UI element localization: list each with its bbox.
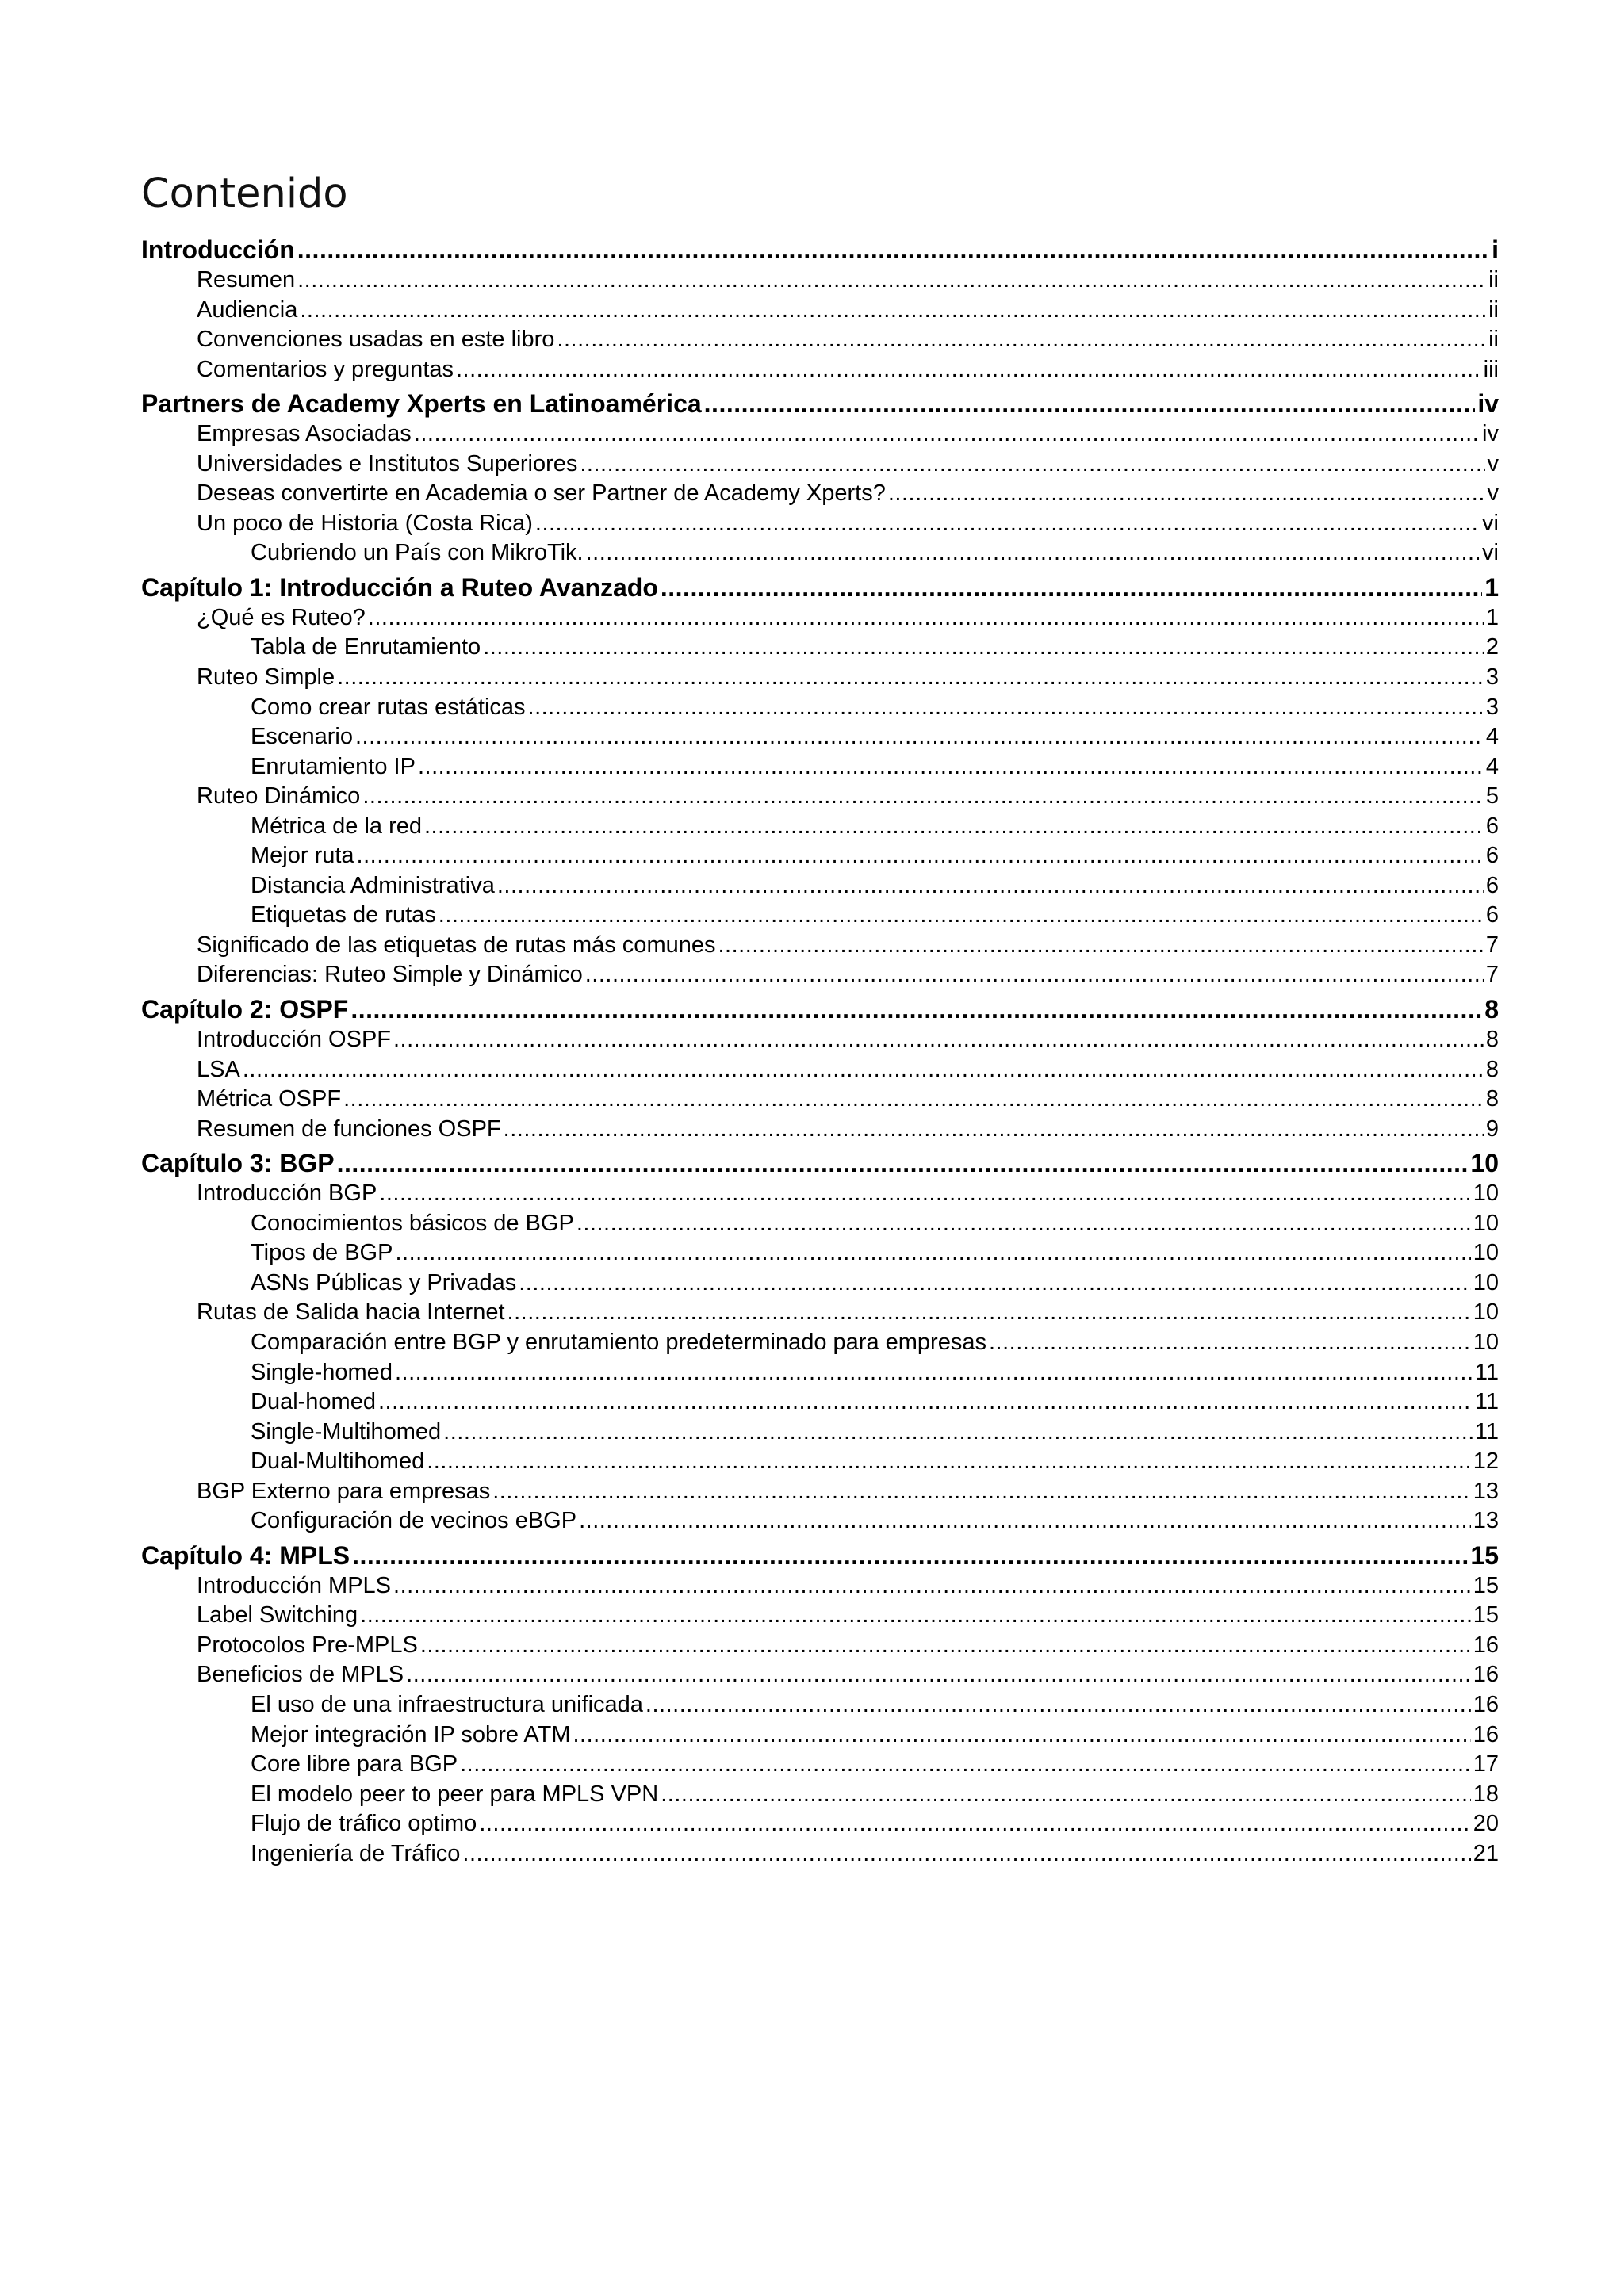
toc-page-number: 13	[1473, 1508, 1499, 1534]
toc-entry-label: Significado de las etiquetas de rutas más comunes	[197, 932, 716, 958]
toc-page-number: 10	[1473, 1240, 1499, 1266]
toc-entry-label: Resumen de funciones OSPF	[197, 1115, 501, 1142]
toc-page-number: 13	[1473, 1478, 1499, 1504]
toc-subsection-entry[interactable]	[141, 1209, 1499, 1239]
toc-entry-label: Introducción OSPF	[197, 1027, 391, 1053]
toc-subsection-entry[interactable]	[141, 1447, 1499, 1477]
toc-page-number: 9	[1485, 1115, 1499, 1142]
dot-leader	[393, 1571, 1471, 1601]
toc-page-number: 16	[1473, 1691, 1499, 1717]
toc-subsection-entry[interactable]	[141, 1780, 1499, 1810]
dot-leader	[557, 325, 1486, 355]
toc-subsection-entry[interactable]	[141, 1720, 1499, 1751]
toc-page-number: 10	[1473, 1181, 1499, 1207]
toc-page-number: 15	[1470, 1540, 1499, 1570]
toc-entry-label: BGP Externo para empresas	[197, 1478, 491, 1504]
toc-entry-label: Introducción BGP	[197, 1181, 377, 1207]
toc-entry-label: Comparación entre BGP y enrutamiento predeterminado para empresas	[251, 1329, 986, 1355]
toc-section-entry[interactable]	[141, 325, 1499, 355]
toc-page-number: 3	[1485, 664, 1499, 691]
toc-page-number: 16	[1473, 1721, 1499, 1747]
toc-page-number: 7	[1485, 962, 1499, 988]
toc-entry-label: Cubriendo un País con MikroTik.	[251, 540, 584, 566]
toc-entry-label: Distancia Administrativa	[251, 872, 495, 898]
dot-leader	[580, 450, 1484, 480]
toc-page-number: iv	[1477, 389, 1499, 419]
dot-leader	[414, 419, 1480, 450]
dot-leader	[535, 509, 1480, 539]
toc-section-entry[interactable]	[141, 1298, 1499, 1328]
toc-section-entry[interactable]	[141, 1179, 1499, 1209]
toc-entry-label: Un poco de Historia (Costa Rica)	[197, 510, 533, 536]
toc-entry-label: Single-homed	[251, 1359, 393, 1385]
toc-entry-label: Métrica de la red	[251, 813, 422, 839]
dot-leader	[368, 603, 1484, 633]
toc-entry-label: Single-Multihomed	[251, 1418, 442, 1445]
toc-chapter-entry[interactable]	[141, 1540, 1499, 1571]
toc-chapter-entry[interactable]	[141, 234, 1499, 266]
toc-entry-label: Capítulo 1: Introducción a Ruteo Avanzado	[141, 572, 658, 602]
dot-leader	[418, 752, 1484, 783]
dot-leader	[573, 1720, 1471, 1751]
toc-entry-label: Ruteo Simple	[197, 664, 335, 691]
toc-entry-label: Diferencias: Ruteo Simple y Dinámico	[197, 962, 583, 988]
toc-entry-label: Rutas de Salida hacia Internet	[197, 1299, 505, 1326]
toc-subsection-entry[interactable]	[141, 722, 1499, 752]
dot-leader	[406, 1660, 1471, 1690]
dot-leader	[576, 1209, 1471, 1239]
toc-section-entry[interactable]	[141, 509, 1499, 539]
toc-entry-label: Core libre para BGP	[251, 1751, 458, 1777]
toc-subsection-entry[interactable]	[141, 752, 1499, 783]
toc-entry-label: Deseas convertirte en Academia o ser Partner de Academy Xperts?	[197, 480, 886, 507]
toc-page-number: 4	[1485, 724, 1499, 750]
toc-entry-label: Como crear rutas estáticas	[251, 694, 526, 720]
toc-entry-label: Label Switching	[197, 1602, 358, 1628]
toc-section-entry[interactable]	[141, 1601, 1499, 1631]
toc-subsection-entry[interactable]	[141, 538, 1499, 568]
toc-section-entry[interactable]	[141, 931, 1499, 961]
toc-subsection-entry[interactable]	[141, 1690, 1499, 1720]
toc-entry-label: El modelo peer to peer para MPLS VPN	[251, 1781, 659, 1807]
toc-subsection-entry[interactable]	[141, 901, 1499, 931]
toc-page-number: iv	[1482, 421, 1499, 447]
toc-entry-label: Métrica OSPF	[197, 1086, 342, 1112]
toc-section-entry[interactable]	[141, 1085, 1499, 1115]
dot-leader	[360, 1601, 1471, 1631]
toc-entry-label: Ruteo Dinámico	[197, 783, 361, 809]
dot-leader	[579, 1506, 1471, 1536]
toc-subsection-entry[interactable]	[141, 1328, 1499, 1358]
dot-leader	[528, 693, 1484, 723]
toc-section-entry[interactable]	[141, 782, 1499, 812]
dot-leader	[645, 1690, 1471, 1720]
toc-page-number: 6	[1485, 843, 1499, 869]
toc-page-number: 6	[1485, 902, 1499, 928]
toc-section-entry[interactable]	[141, 1631, 1499, 1661]
dot-leader	[357, 841, 1484, 871]
toc-entry-label: Mejor integración IP sobre ATM	[251, 1721, 571, 1747]
toc-page-number: 2	[1485, 634, 1499, 660]
toc-entry-label: Etiquetas de rutas	[251, 902, 436, 928]
dot-leader	[462, 1839, 1470, 1869]
toc-subsection-entry[interactable]	[141, 841, 1499, 871]
toc-entry-label: Audiencia	[197, 297, 298, 323]
dot-leader	[661, 1780, 1471, 1810]
dot-leader	[439, 901, 1484, 931]
dot-leader	[395, 1358, 1473, 1388]
toc-page-number: 10	[1473, 1269, 1499, 1295]
toc-page-number: 16	[1473, 1662, 1499, 1688]
toc-subsection-entry[interactable]	[141, 1238, 1499, 1269]
toc-page-number: i	[1492, 235, 1499, 264]
toc-entry-label: Tipos de BGP	[251, 1240, 393, 1266]
dot-leader	[479, 1809, 1470, 1839]
toc-entry-label: ASNs Públicas y Privadas	[251, 1269, 517, 1295]
toc-entry-label: Conocimientos básicos de BGP	[251, 1210, 574, 1236]
toc-page-number: v	[1487, 480, 1499, 507]
dot-leader	[483, 633, 1484, 663]
dot-leader	[508, 1298, 1471, 1328]
toc-entry-label: Partners de Academy Xperts en Latinoamérica	[141, 389, 702, 419]
dot-leader	[393, 1025, 1484, 1055]
toc-subsection-entry[interactable]	[141, 1358, 1499, 1388]
toc-page-number: 1	[1484, 572, 1499, 602]
dot-leader	[704, 388, 1476, 419]
toc-entry-label: Flujo de tráfico optimo	[251, 1811, 477, 1837]
toc-entry-label: Capítulo 2: OSPF	[141, 995, 349, 1024]
toc-entry-label: Empresas Asociadas	[197, 421, 412, 447]
toc-page-number: 21	[1473, 1840, 1499, 1866]
toc-section-entry[interactable]	[141, 663, 1499, 693]
toc-entry-label: LSA	[197, 1056, 240, 1082]
dot-leader	[343, 1085, 1484, 1115]
toc-entry-label: Capítulo 4: MPLS	[141, 1540, 350, 1570]
toc-subsection-entry[interactable]	[141, 693, 1499, 723]
dot-leader	[243, 1055, 1484, 1085]
toc-subsection-entry[interactable]	[141, 812, 1499, 842]
dot-leader	[395, 1238, 1470, 1269]
toc-chapter-entry[interactable]	[141, 572, 1499, 603]
toc-page-number: 8	[1485, 1086, 1499, 1112]
toc-entry-label: Introducción MPLS	[197, 1572, 392, 1598]
toc-page-number: 8	[1485, 1056, 1499, 1082]
toc-page-number: 11	[1474, 1389, 1499, 1415]
toc-page-number: ii	[1488, 267, 1499, 293]
toc-page-number: 15	[1473, 1572, 1499, 1598]
toc-entry-label: Dual-homed	[251, 1389, 376, 1415]
toc-page-number: 10	[1473, 1329, 1499, 1355]
toc-subsection-entry[interactable]	[141, 871, 1499, 901]
dot-leader	[297, 234, 1489, 266]
dot-leader	[443, 1418, 1473, 1448]
dot-leader	[718, 931, 1483, 961]
toc-page-number: 8	[1484, 995, 1499, 1024]
dot-leader	[492, 1477, 1471, 1507]
toc-page-number: 20	[1473, 1811, 1499, 1837]
dot-leader	[362, 782, 1484, 812]
toc-page-number: ii	[1488, 297, 1499, 323]
toc-page-number: 11	[1474, 1418, 1499, 1445]
dot-leader	[585, 960, 1484, 990]
toc-entry-label: Comentarios y preguntas	[197, 356, 454, 382]
toc-entry-label: Ingeniería de Tráfico	[251, 1840, 461, 1866]
dot-leader	[378, 1387, 1473, 1418]
table-of-contents	[141, 234, 1499, 1869]
dot-leader	[989, 1328, 1471, 1358]
dot-leader	[497, 871, 1484, 901]
toc-entry-label: Beneficios de MPLS	[197, 1662, 404, 1688]
toc-entry-label: Configuración de vecinos eBGP	[251, 1508, 577, 1534]
toc-section-entry[interactable]	[141, 1055, 1499, 1085]
toc-subsection-entry[interactable]	[141, 1269, 1499, 1299]
toc-page-number: v	[1487, 450, 1499, 476]
dot-leader	[337, 663, 1484, 693]
dot-leader	[352, 1540, 1468, 1571]
page-title: Contenido	[141, 170, 348, 217]
dot-leader	[661, 572, 1482, 603]
toc-page-number: 18	[1473, 1781, 1499, 1807]
dot-leader	[420, 1631, 1471, 1661]
dot-leader	[337, 1147, 1469, 1179]
toc-page-number: 7	[1485, 932, 1499, 958]
toc-entry-label: Resumen	[197, 267, 296, 293]
dot-leader	[586, 538, 1480, 568]
toc-page-number: iii	[1483, 356, 1499, 382]
toc-subsection-entry[interactable]	[141, 1750, 1499, 1780]
toc-chapter-entry[interactable]	[141, 388, 1499, 419]
toc-page-number: 4	[1485, 753, 1499, 779]
toc-entry-label: Enrutamiento IP	[251, 753, 416, 779]
toc-page-number: 5	[1485, 783, 1499, 809]
toc-page-number: 1	[1485, 604, 1499, 630]
toc-subsection-entry[interactable]	[141, 1418, 1499, 1448]
toc-subsection-entry[interactable]	[141, 1839, 1499, 1869]
toc-page-number: 10	[1473, 1210, 1499, 1236]
toc-entry-label: Convenciones usadas en este libro	[197, 327, 555, 353]
toc-page-number: 10	[1473, 1299, 1499, 1326]
toc-section-entry[interactable]	[141, 960, 1499, 990]
toc-chapter-entry[interactable]	[141, 1147, 1499, 1179]
dot-leader	[355, 722, 1484, 752]
dot-leader	[379, 1179, 1470, 1209]
toc-page-number: 11	[1474, 1359, 1499, 1385]
toc-page-number: ii	[1488, 327, 1499, 353]
dot-leader	[424, 812, 1484, 842]
toc-subsection-entry[interactable]	[141, 1506, 1499, 1536]
toc-section-entry[interactable]	[141, 450, 1499, 480]
toc-section-entry[interactable]	[141, 1025, 1499, 1055]
toc-entry-label: Capítulo 3: BGP	[141, 1149, 335, 1178]
toc-chapter-entry[interactable]	[141, 993, 1499, 1025]
toc-subsection-entry[interactable]	[141, 1809, 1499, 1839]
toc-subsection-entry[interactable]	[141, 1387, 1499, 1418]
toc-entry-label: Tabla de Enrutamiento	[251, 634, 481, 660]
toc-section-entry[interactable]	[141, 296, 1499, 326]
toc-page-number: 6	[1485, 872, 1499, 898]
toc-page-number: 3	[1485, 694, 1499, 720]
toc-section-entry[interactable]	[141, 479, 1499, 509]
toc-entry-label: ¿Qué es Ruteo?	[197, 604, 366, 630]
toc-page-number: 16	[1473, 1632, 1499, 1658]
toc-entry-label: Dual-Multihomed	[251, 1448, 425, 1475]
dot-leader	[888, 479, 1485, 509]
toc-section-entry[interactable]	[141, 603, 1499, 633]
toc-section-entry[interactable]	[141, 355, 1499, 385]
dot-leader	[350, 993, 1482, 1025]
toc-page-number: 6	[1485, 813, 1499, 839]
dot-leader	[504, 1115, 1484, 1145]
toc-page-number: 10	[1470, 1149, 1499, 1178]
toc-entry-label: El uso de una infraestructura unificada	[251, 1691, 643, 1717]
dot-leader	[427, 1447, 1471, 1477]
dot-leader	[297, 266, 1486, 296]
toc-entry-label: Mejor ruta	[251, 843, 354, 869]
toc-section-entry[interactable]	[141, 1571, 1499, 1601]
toc-section-entry[interactable]	[141, 419, 1499, 450]
toc-section-entry[interactable]	[141, 1115, 1499, 1145]
toc-entry-label: Escenario	[251, 724, 353, 750]
dot-leader	[460, 1750, 1471, 1780]
toc-entry-label: Introducción	[141, 235, 295, 264]
toc-page-number: vi	[1482, 510, 1499, 536]
toc-page-number: 17	[1473, 1751, 1499, 1777]
dot-leader	[519, 1269, 1470, 1299]
toc-page-number: 8	[1485, 1027, 1499, 1053]
toc-page-number: vi	[1482, 540, 1499, 566]
toc-section-entry[interactable]	[141, 266, 1499, 296]
toc-subsection-entry[interactable]	[141, 633, 1499, 663]
toc-section-entry[interactable]	[141, 1477, 1499, 1507]
toc-page-number: 15	[1473, 1602, 1499, 1628]
dot-leader	[456, 355, 1481, 385]
dot-leader	[300, 296, 1486, 326]
toc-entry-label: Universidades e Institutos Superiores	[197, 450, 578, 476]
toc-entry-label: Protocolos Pre-MPLS	[197, 1632, 418, 1658]
toc-section-entry[interactable]	[141, 1660, 1499, 1690]
toc-page-number: 12	[1473, 1448, 1499, 1475]
